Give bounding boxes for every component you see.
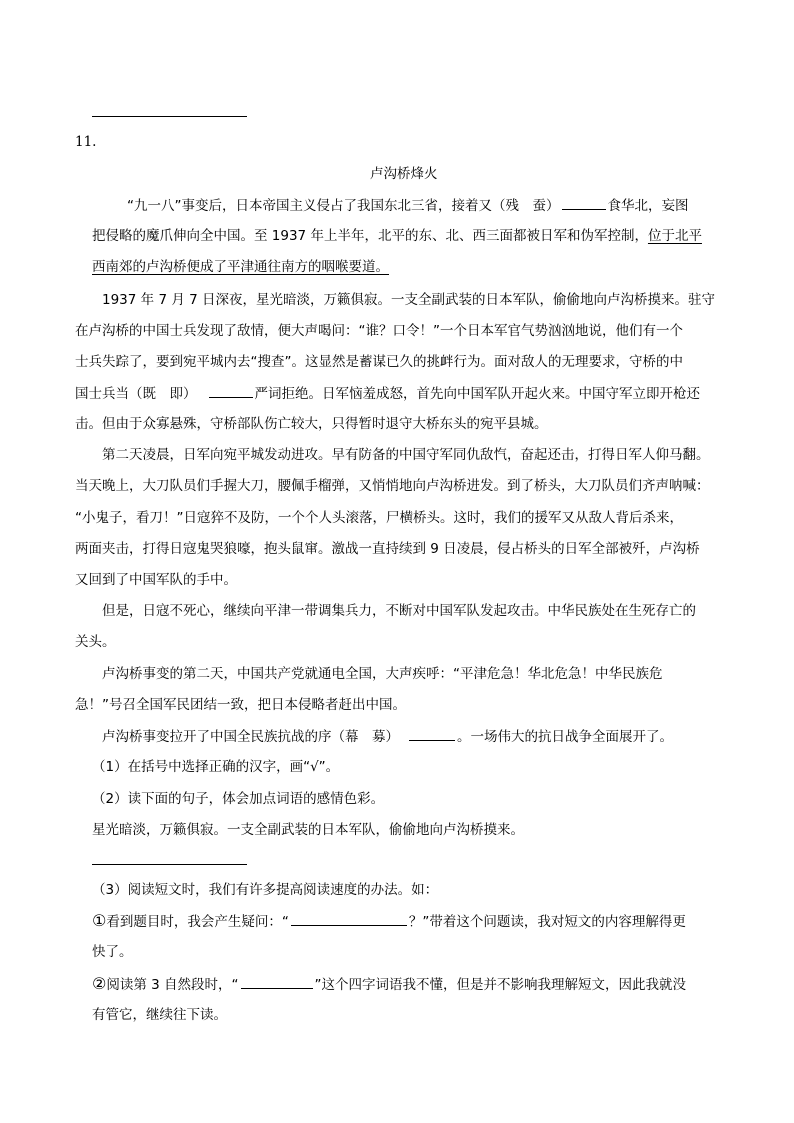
p3-line4: 两面夹击，打得日寇鬼哭狼嚎，抱头鼠窜。激战一直持续到 9 日凌晨，侵占桥头的日军全部被歼，卢沟桥 — [75, 541, 700, 557]
p3-line1: 第二天凌晨，日军向宛平城发动进攻。早有防备的中国守军同仇敌忾，奋起还击，打得日军人仰马翻。 — [102, 447, 710, 463]
blank-mu[interactable] — [409, 726, 455, 741]
p2-line1: 1937 年 7 月 7 日深夜，星光暗淡，万籁俱寂。一支全副武装的日本军队，偷偷地向卢沟桥摸来。驻守 — [102, 292, 715, 308]
blank-idiom[interactable] — [241, 974, 313, 989]
blank-question[interactable] — [291, 911, 407, 926]
blank-ji[interactable] — [209, 383, 253, 398]
p5-line1: 卢沟桥事变的第二天，中国共产党就通电全国，大声疾呼：“平津危急！华北危急！中华民族危 — [102, 666, 663, 682]
question-3-item-2-cont: 有管它，继续往下读。 — [92, 1007, 227, 1023]
question-3-item-1: ①看到题目时，我会产生疑问：“ ？”带着这个问题读，我对短文的内容理解得更 — [92, 911, 686, 930]
p1-line1: “九一八”事变后，日本帝国主义侵占了我国东北三省，接着又（残 蚕） 食华北，妄图 — [127, 195, 689, 216]
p2-line3: 士兵失踪了，要到宛平城内去“搜查”。这显然是蓄谋已久的挑衅行为。面对敌人的无理要求，守桥的中 — [75, 354, 683, 370]
question-2-sentence: 星光暗淡，万籁俱寂。一支全副武装的日本军队，偷偷地向卢沟桥摸来。 — [92, 822, 524, 838]
answer-line-top[interactable] — [92, 116, 247, 117]
passage-title: 卢沟桥烽火 — [370, 166, 438, 182]
p1-line3-underlined: 西南郊的卢沟桥便成了平津通往南方的咽喉要道。 — [92, 259, 389, 275]
p1-line2: 把侵略的魔爪伸向全中国。至 1937 年上半年，北平的东、北、西三面都被日军和伪军控制，位于北平 — [92, 228, 702, 244]
p6-line1: 卢沟桥事变拉开了中国全民族抗战的序（幕 募） 。一场伟大的抗日战争全面展开了。 — [102, 726, 673, 747]
p2-line4: 国士兵当（既 即） 严词拒绝。日军恼羞成怒，首先向中国军队开起火来。中国守军立即开枪还 — [75, 383, 700, 404]
question-3-item-2: ②阅读第 3 自然段时，“ ”这个四字词语我不懂，但是并不影响我理解短文，因此我就没 — [92, 974, 687, 993]
p3-line2: 当天晚上，大刀队员们手握大刀，腰佩手榴弹，又悄悄地向卢沟桥进发。到了桥头，大刀队员们齐声呐喊： — [75, 478, 710, 494]
question-2: （2）读下面的句子，体会加点词语的感情色彩。 — [92, 791, 385, 807]
question-3-item-1-cont: 快了。 — [92, 944, 133, 960]
blank-can[interactable] — [562, 195, 606, 210]
p3-line5: 又回到了中国军队的手中。 — [75, 572, 237, 588]
p5-line2: 急！”号召全国军民团结一致，把日本侵略者赶出中国。 — [75, 697, 406, 713]
underlined-sentence: 位于北平 — [647, 228, 702, 244]
p4-line2: 关头。 — [75, 634, 116, 650]
p2-line5: 击。但由于众寡悬殊，守桥部队伤亡较大，只得暂时退守大桥东头的宛平县城。 — [75, 416, 548, 432]
p4-line1: 但是，日寇不死心，继续向平津一带调集兵力，不断对中国军队发起攻击。中华民族处在生死存亡的 — [102, 603, 696, 619]
p2-line2: 在卢沟桥的中国士兵发现了敌情，便大声喝问：“谁？口令！”一个日本军官气势汹汹地说，他们有一个 — [75, 323, 683, 339]
p3-line3: “小鬼子，看刀！”日寇猝不及防，一个个人头滚落，尸横桥头。这时，我们的援军又从敌人背后杀来， — [75, 510, 683, 526]
question-1: （1）在括号中选择正确的汉字，画“√”。 — [92, 759, 340, 775]
question-3: （3）阅读短文时，我们有许多提高阅读速度的办法。如： — [92, 882, 439, 898]
answer-line-q2[interactable] — [92, 864, 247, 865]
question-number: 11. — [75, 134, 97, 150]
